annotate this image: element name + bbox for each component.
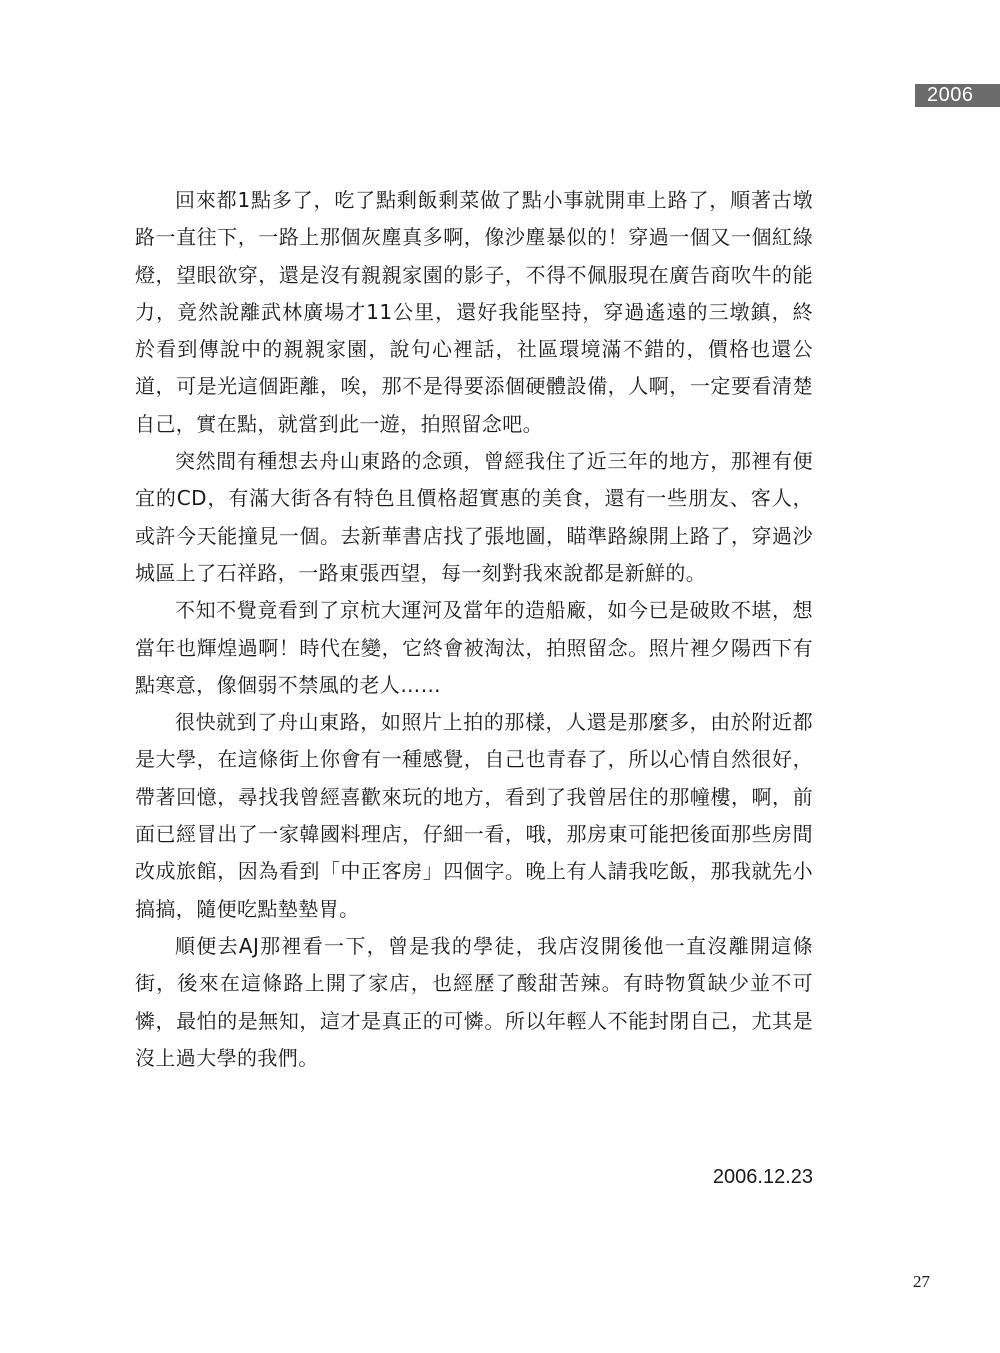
year-tab: 2006 xyxy=(915,84,1000,107)
entry-date: 2006.12.23 xyxy=(712,1166,813,1188)
paragraph-2: 突然間有種想去舟山東路的念頭，曾經我住了近三年的地方，那裡有便宜的CD，有滿大街各有特色且價格超實惠的美食，還有一些朋友、客人，或許今天能撞見一個。去新華書店找了張地圖，瞄準路線開上路了，穿過沙城區上了石祥路，一路東張西望，每一刻對我來說都是新鮮的。 xyxy=(135,449,813,585)
paragraph-1: 回來都1點多了，吃了點剩飯剩菜做了點小事就開車上路了，順著古墩路一直往下，一路上那個灰塵真多啊，像沙塵暴似的！穿過一個又一個紅綠燈，望眼欲穿，還是沒有親親家園的影子，不得不佩服現在廣告商吹牛的能力，竟然說離武林廣場才11公里，還好我能堅持，穿過遙遠的三墩鎮，終於看到傳說中的親親家園，說句心裡話，社區環境滿不錯的，價格也還公道，可是光這個距離，唉，那不是得要添個硬體設備，人啊，一定要看清楚自己，實在點，就當到此一遊，拍照留念吧。 xyxy=(135,188,813,436)
article-body xyxy=(135,182,813,1077)
paragraph-5: 順便去AJ那裡看一下，曾是我的學徒，我店沒開後他一直沒離開這條街，後來在這條路上開了家店，也經歷了酸甜苦辣。有時物質缺少並不可憐，最怕的是無知，這才是真正的可憐。所以年輕人不能封閉自己，尤其是沒上過大學的我們。 xyxy=(135,933,813,1070)
paragraph-4: 很快就到了舟山東路，如照片上拍的那樣，人還是那麼多，由於附近都是大學，在這條街上你會有一種感覺，自己也青春了，所以心情自然很好，帶著回憶，尋找我曾經喜歡來玩的地方，看到了我曾居住的那幢樓，啊，前面已經冒出了一家韓國料理店，仔細一看，哦，那房東可能把後面那些房間改成旅館，因為看到「中正客房」四個字。晚上有人請我吃飯，那我就先小搞搞，隨便吃點墊墊胃。 xyxy=(135,710,813,921)
paragraph-3: 不知不覺竟看到了京杭大運河及當年的造船廠，如今已是破敗不堪，想當年也輝煌過啊！時代在變，它終會被淘汰，拍照留念。照片裡夕陽西下有點寒意，像個弱不禁風的老人…… xyxy=(135,598,813,697)
page-number: 27 xyxy=(913,1272,930,1291)
